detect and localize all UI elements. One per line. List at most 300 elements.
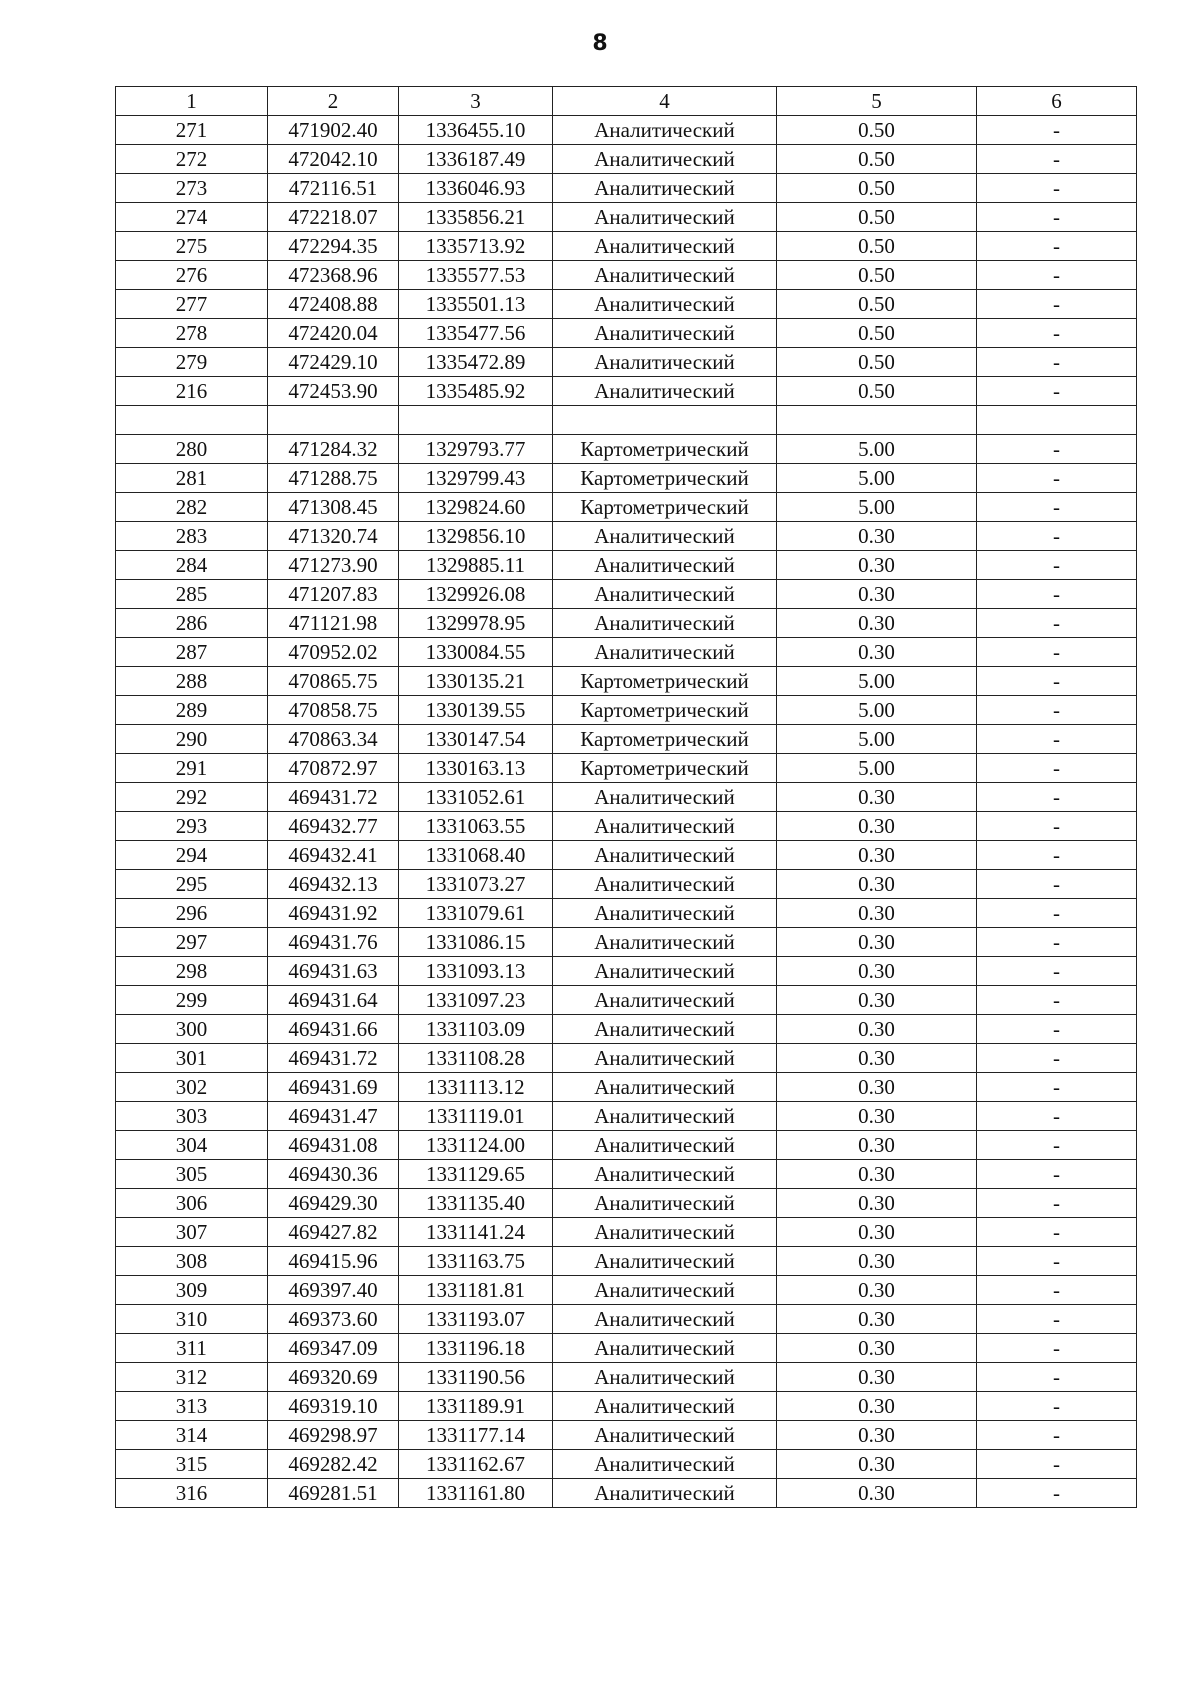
y-coordinate-cell: 1335472.89 bbox=[399, 348, 553, 377]
method-cell: Аналитический bbox=[553, 928, 777, 957]
y-coordinate-cell: 1336455.10 bbox=[399, 116, 553, 145]
table-row bbox=[116, 1218, 1137, 1247]
note-cell: - bbox=[977, 841, 1137, 870]
y-coordinate-cell: 1330084.55 bbox=[399, 638, 553, 667]
table-row bbox=[116, 1247, 1137, 1276]
x-coordinate-cell: 469431.08 bbox=[268, 1131, 399, 1160]
point-number-cell: 286 bbox=[116, 609, 268, 638]
accuracy-cell: 5.00 bbox=[777, 435, 977, 464]
accuracy-cell: 0.30 bbox=[777, 580, 977, 609]
y-coordinate-cell: 1329885.11 bbox=[399, 551, 553, 580]
point-number-cell: 282 bbox=[116, 493, 268, 522]
point-number-cell: 299 bbox=[116, 986, 268, 1015]
x-coordinate-cell: 470865.75 bbox=[268, 667, 399, 696]
x-coordinate-cell: 469431.76 bbox=[268, 928, 399, 957]
x-coordinate-cell: 469415.96 bbox=[268, 1247, 399, 1276]
x-coordinate-cell: 469431.66 bbox=[268, 1015, 399, 1044]
note-cell: - bbox=[977, 348, 1137, 377]
point-number-cell: 290 bbox=[116, 725, 268, 754]
note-cell: - bbox=[977, 580, 1137, 609]
note-cell: - bbox=[977, 435, 1137, 464]
note-cell: - bbox=[977, 870, 1137, 899]
accuracy-cell: 0.30 bbox=[777, 1073, 977, 1102]
accuracy-cell: 0.30 bbox=[777, 870, 977, 899]
y-coordinate-cell bbox=[399, 406, 553, 435]
note-cell: - bbox=[977, 696, 1137, 725]
note-cell: - bbox=[977, 812, 1137, 841]
y-coordinate-cell: 1331129.65 bbox=[399, 1160, 553, 1189]
method-cell: Аналитический bbox=[553, 377, 777, 406]
table-row bbox=[116, 928, 1137, 957]
y-coordinate-cell: 1329799.43 bbox=[399, 464, 553, 493]
y-coordinate-cell: 1331181.81 bbox=[399, 1276, 553, 1305]
y-coordinate-cell: 1335713.92 bbox=[399, 232, 553, 261]
x-coordinate-cell: 469373.60 bbox=[268, 1305, 399, 1334]
table-row bbox=[116, 348, 1137, 377]
y-coordinate-cell: 1331119.01 bbox=[399, 1102, 553, 1131]
point-number-cell: 285 bbox=[116, 580, 268, 609]
method-cell: Аналитический bbox=[553, 812, 777, 841]
table-row bbox=[116, 1160, 1137, 1189]
y-coordinate-cell: 1331052.61 bbox=[399, 783, 553, 812]
method-cell: Аналитический bbox=[553, 1160, 777, 1189]
accuracy-cell: 0.30 bbox=[777, 1189, 977, 1218]
table-row bbox=[116, 1479, 1137, 1508]
x-coordinate-cell: 469432.77 bbox=[268, 812, 399, 841]
table-row bbox=[116, 1102, 1137, 1131]
point-number-cell: 280 bbox=[116, 435, 268, 464]
method-cell: Аналитический bbox=[553, 1334, 777, 1363]
x-coordinate-cell: 472408.88 bbox=[268, 290, 399, 319]
point-number-cell: 276 bbox=[116, 261, 268, 290]
table-row bbox=[116, 696, 1137, 725]
point-number-cell: 316 bbox=[116, 1479, 268, 1508]
y-coordinate-cell: 1329926.08 bbox=[399, 580, 553, 609]
x-coordinate-cell: 469347.09 bbox=[268, 1334, 399, 1363]
method-cell: Аналитический bbox=[553, 290, 777, 319]
point-number-cell: 308 bbox=[116, 1247, 268, 1276]
table-row bbox=[116, 725, 1137, 754]
method-cell: Аналитический bbox=[553, 116, 777, 145]
x-coordinate-cell: 469282.42 bbox=[268, 1450, 399, 1479]
point-number-cell: 311 bbox=[116, 1334, 268, 1363]
x-coordinate-cell: 470952.02 bbox=[268, 638, 399, 667]
method-cell: Аналитический bbox=[553, 1102, 777, 1131]
note-cell: - bbox=[977, 1044, 1137, 1073]
column-header-3: 3 bbox=[399, 87, 553, 116]
point-number-cell: 272 bbox=[116, 145, 268, 174]
point-number-cell: 305 bbox=[116, 1160, 268, 1189]
method-cell: Аналитический bbox=[553, 1189, 777, 1218]
method-cell: Аналитический bbox=[553, 174, 777, 203]
accuracy-cell: 0.30 bbox=[777, 551, 977, 580]
note-cell: - bbox=[977, 1305, 1137, 1334]
x-coordinate-cell: 469430.36 bbox=[268, 1160, 399, 1189]
x-coordinate-cell: 469397.40 bbox=[268, 1276, 399, 1305]
note-cell: - bbox=[977, 145, 1137, 174]
accuracy-cell: 0.50 bbox=[777, 174, 977, 203]
x-coordinate-cell: 470872.97 bbox=[268, 754, 399, 783]
column-header-5: 5 bbox=[777, 87, 977, 116]
x-coordinate-cell: 469427.82 bbox=[268, 1218, 399, 1247]
note-cell: - bbox=[977, 493, 1137, 522]
point-number-cell: 307 bbox=[116, 1218, 268, 1247]
accuracy-cell: 0.50 bbox=[777, 319, 977, 348]
point-number-cell: 278 bbox=[116, 319, 268, 348]
note-cell: - bbox=[977, 522, 1137, 551]
point-number-cell: 277 bbox=[116, 290, 268, 319]
method-cell: Аналитический bbox=[553, 232, 777, 261]
method-cell: Аналитический bbox=[553, 261, 777, 290]
accuracy-cell: 0.30 bbox=[777, 783, 977, 812]
x-coordinate-cell: 469431.72 bbox=[268, 783, 399, 812]
table-row bbox=[116, 1276, 1137, 1305]
x-coordinate-cell: 469298.97 bbox=[268, 1421, 399, 1450]
table-row bbox=[116, 116, 1137, 145]
y-coordinate-cell: 1331189.91 bbox=[399, 1392, 553, 1421]
accuracy-cell: 0.30 bbox=[777, 1479, 977, 1508]
table-row bbox=[116, 464, 1137, 493]
x-coordinate-cell: 471308.45 bbox=[268, 493, 399, 522]
point-number-cell: 302 bbox=[116, 1073, 268, 1102]
note-cell: - bbox=[977, 1479, 1137, 1508]
method-cell: Аналитический bbox=[553, 1276, 777, 1305]
method-cell: Аналитический bbox=[553, 1450, 777, 1479]
accuracy-cell: 0.50 bbox=[777, 203, 977, 232]
method-cell: Аналитический bbox=[553, 1421, 777, 1450]
method-cell: Аналитический bbox=[553, 348, 777, 377]
accuracy-cell: 0.30 bbox=[777, 1160, 977, 1189]
note-cell: - bbox=[977, 1073, 1137, 1102]
y-coordinate-cell: 1331063.55 bbox=[399, 812, 553, 841]
accuracy-cell: 0.30 bbox=[777, 1450, 977, 1479]
y-coordinate-cell: 1336187.49 bbox=[399, 145, 553, 174]
point-number-cell: 279 bbox=[116, 348, 268, 377]
x-coordinate-cell: 471902.40 bbox=[268, 116, 399, 145]
point-number-cell: 271 bbox=[116, 116, 268, 145]
method-cell: Аналитический bbox=[553, 551, 777, 580]
table-row bbox=[116, 1392, 1137, 1421]
accuracy-cell bbox=[777, 406, 977, 435]
column-header-2: 2 bbox=[268, 87, 399, 116]
method-cell: Аналитический bbox=[553, 1131, 777, 1160]
accuracy-cell: 0.50 bbox=[777, 116, 977, 145]
accuracy-cell: 5.00 bbox=[777, 464, 977, 493]
method-cell: Картометрический bbox=[553, 493, 777, 522]
table-row bbox=[116, 1450, 1137, 1479]
table-row bbox=[116, 493, 1137, 522]
accuracy-cell: 0.30 bbox=[777, 522, 977, 551]
table-row bbox=[116, 1131, 1137, 1160]
method-cell: Аналитический bbox=[553, 1015, 777, 1044]
note-cell: - bbox=[977, 1247, 1137, 1276]
y-coordinate-cell: 1331097.23 bbox=[399, 986, 553, 1015]
accuracy-cell: 0.50 bbox=[777, 348, 977, 377]
point-number-cell: 216 bbox=[116, 377, 268, 406]
note-cell: - bbox=[977, 928, 1137, 957]
coordinates-table bbox=[115, 86, 1137, 1508]
table-row bbox=[116, 841, 1137, 870]
table-row bbox=[116, 667, 1137, 696]
method-cell: Аналитический bbox=[553, 1044, 777, 1073]
table-row bbox=[116, 1044, 1137, 1073]
column-header-6: 6 bbox=[977, 87, 1137, 116]
y-coordinate-cell: 1331196.18 bbox=[399, 1334, 553, 1363]
x-coordinate-cell: 469431.63 bbox=[268, 957, 399, 986]
point-number-cell: 291 bbox=[116, 754, 268, 783]
x-coordinate-cell: 471207.83 bbox=[268, 580, 399, 609]
accuracy-cell: 0.30 bbox=[777, 1015, 977, 1044]
x-coordinate-cell: 471284.32 bbox=[268, 435, 399, 464]
note-cell: - bbox=[977, 1131, 1137, 1160]
accuracy-cell: 0.30 bbox=[777, 1276, 977, 1305]
accuracy-cell: 0.30 bbox=[777, 609, 977, 638]
y-coordinate-cell: 1330163.13 bbox=[399, 754, 553, 783]
accuracy-cell: 0.30 bbox=[777, 957, 977, 986]
y-coordinate-cell: 1330147.54 bbox=[399, 725, 553, 754]
point-number-cell: 315 bbox=[116, 1450, 268, 1479]
point-number-cell: 306 bbox=[116, 1189, 268, 1218]
point-number-cell: 304 bbox=[116, 1131, 268, 1160]
accuracy-cell: 5.00 bbox=[777, 754, 977, 783]
x-coordinate-cell bbox=[268, 406, 399, 435]
note-cell: - bbox=[977, 1189, 1137, 1218]
y-coordinate-cell: 1331190.56 bbox=[399, 1363, 553, 1392]
note-cell: - bbox=[977, 1160, 1137, 1189]
method-cell: Картометрический bbox=[553, 464, 777, 493]
method-cell bbox=[553, 406, 777, 435]
table-row bbox=[116, 232, 1137, 261]
accuracy-cell: 0.30 bbox=[777, 1247, 977, 1276]
accuracy-cell: 0.30 bbox=[777, 1305, 977, 1334]
x-coordinate-cell: 470858.75 bbox=[268, 696, 399, 725]
method-cell: Картометрический bbox=[553, 667, 777, 696]
y-coordinate-cell: 1331086.15 bbox=[399, 928, 553, 957]
y-coordinate-cell: 1331135.40 bbox=[399, 1189, 553, 1218]
accuracy-cell: 0.30 bbox=[777, 1392, 977, 1421]
accuracy-cell: 0.50 bbox=[777, 290, 977, 319]
point-number-cell: 309 bbox=[116, 1276, 268, 1305]
method-cell: Аналитический bbox=[553, 145, 777, 174]
table-row bbox=[116, 1363, 1137, 1392]
accuracy-cell: 0.30 bbox=[777, 928, 977, 957]
method-cell: Аналитический bbox=[553, 1073, 777, 1102]
x-coordinate-cell: 472453.90 bbox=[268, 377, 399, 406]
note-cell: - bbox=[977, 754, 1137, 783]
accuracy-cell: 0.30 bbox=[777, 841, 977, 870]
accuracy-cell: 0.50 bbox=[777, 377, 977, 406]
column-header-1: 1 bbox=[116, 87, 268, 116]
table-row bbox=[116, 986, 1137, 1015]
note-cell: - bbox=[977, 957, 1137, 986]
point-number-cell: 312 bbox=[116, 1363, 268, 1392]
note-cell: - bbox=[977, 116, 1137, 145]
note-cell: - bbox=[977, 319, 1137, 348]
x-coordinate-cell: 472116.51 bbox=[268, 174, 399, 203]
note-cell bbox=[977, 406, 1137, 435]
point-number-cell: 284 bbox=[116, 551, 268, 580]
table-row bbox=[116, 261, 1137, 290]
method-cell: Аналитический bbox=[553, 1247, 777, 1276]
table-row bbox=[116, 1334, 1137, 1363]
point-number-cell: 297 bbox=[116, 928, 268, 957]
note-cell: - bbox=[977, 174, 1137, 203]
table-row bbox=[116, 203, 1137, 232]
note-cell: - bbox=[977, 290, 1137, 319]
x-coordinate-cell: 469431.64 bbox=[268, 986, 399, 1015]
accuracy-cell: 0.30 bbox=[777, 1044, 977, 1073]
x-coordinate-cell: 472218.07 bbox=[268, 203, 399, 232]
accuracy-cell: 5.00 bbox=[777, 725, 977, 754]
note-cell: - bbox=[977, 1450, 1137, 1479]
table-row bbox=[116, 551, 1137, 580]
note-cell: - bbox=[977, 261, 1137, 290]
note-cell: - bbox=[977, 203, 1137, 232]
y-coordinate-cell: 1336046.93 bbox=[399, 174, 553, 203]
method-cell: Аналитический bbox=[553, 986, 777, 1015]
y-coordinate-cell: 1331113.12 bbox=[399, 1073, 553, 1102]
accuracy-cell: 5.00 bbox=[777, 696, 977, 725]
table-row bbox=[116, 522, 1137, 551]
table-row bbox=[116, 174, 1137, 203]
table-row bbox=[116, 638, 1137, 667]
table-row bbox=[116, 290, 1137, 319]
note-cell: - bbox=[977, 667, 1137, 696]
note-cell: - bbox=[977, 232, 1137, 261]
point-number-cell: 293 bbox=[116, 812, 268, 841]
method-cell: Картометрический bbox=[553, 696, 777, 725]
method-cell: Аналитический bbox=[553, 203, 777, 232]
note-cell: - bbox=[977, 1102, 1137, 1131]
table-row bbox=[116, 609, 1137, 638]
method-cell: Аналитический bbox=[553, 1479, 777, 1508]
x-coordinate-cell: 469281.51 bbox=[268, 1479, 399, 1508]
point-number-cell: 314 bbox=[116, 1421, 268, 1450]
column-header-4: 4 bbox=[553, 87, 777, 116]
point-number-cell bbox=[116, 406, 268, 435]
x-coordinate-cell: 472429.10 bbox=[268, 348, 399, 377]
note-cell: - bbox=[977, 783, 1137, 812]
table-row bbox=[116, 1073, 1137, 1102]
table-row bbox=[116, 957, 1137, 986]
table-row bbox=[116, 319, 1137, 348]
note-cell: - bbox=[977, 638, 1137, 667]
x-coordinate-cell: 469432.13 bbox=[268, 870, 399, 899]
note-cell: - bbox=[977, 1334, 1137, 1363]
x-coordinate-cell: 469431.69 bbox=[268, 1073, 399, 1102]
x-coordinate-cell: 472420.04 bbox=[268, 319, 399, 348]
note-cell: - bbox=[977, 1015, 1137, 1044]
point-number-cell: 313 bbox=[116, 1392, 268, 1421]
accuracy-cell: 0.30 bbox=[777, 1131, 977, 1160]
y-coordinate-cell: 1330139.55 bbox=[399, 696, 553, 725]
method-cell: Аналитический bbox=[553, 1305, 777, 1334]
method-cell: Аналитический bbox=[553, 319, 777, 348]
point-number-cell: 287 bbox=[116, 638, 268, 667]
table-row bbox=[116, 145, 1137, 174]
y-coordinate-cell: 1329978.95 bbox=[399, 609, 553, 638]
point-number-cell: 292 bbox=[116, 783, 268, 812]
y-coordinate-cell: 1331177.14 bbox=[399, 1421, 553, 1450]
table-row bbox=[116, 754, 1137, 783]
y-coordinate-cell: 1329856.10 bbox=[399, 522, 553, 551]
point-number-cell: 289 bbox=[116, 696, 268, 725]
x-coordinate-cell: 469319.10 bbox=[268, 1392, 399, 1421]
table-row bbox=[116, 1305, 1137, 1334]
method-cell: Аналитический bbox=[553, 580, 777, 609]
table-row bbox=[116, 812, 1137, 841]
table-row bbox=[116, 1189, 1137, 1218]
point-number-cell: 303 bbox=[116, 1102, 268, 1131]
method-cell: Аналитический bbox=[553, 1363, 777, 1392]
x-coordinate-cell: 472042.10 bbox=[268, 145, 399, 174]
point-number-cell: 288 bbox=[116, 667, 268, 696]
y-coordinate-cell: 1335485.92 bbox=[399, 377, 553, 406]
y-coordinate-cell: 1331068.40 bbox=[399, 841, 553, 870]
x-coordinate-cell: 469429.30 bbox=[268, 1189, 399, 1218]
y-coordinate-cell: 1335577.53 bbox=[399, 261, 553, 290]
x-coordinate-cell: 471320.74 bbox=[268, 522, 399, 551]
table-row bbox=[116, 435, 1137, 464]
point-number-cell: 273 bbox=[116, 174, 268, 203]
accuracy-cell: 0.30 bbox=[777, 899, 977, 928]
y-coordinate-cell: 1331161.80 bbox=[399, 1479, 553, 1508]
method-cell: Аналитический bbox=[553, 899, 777, 928]
page-number: 8 bbox=[592, 31, 608, 56]
point-number-cell: 300 bbox=[116, 1015, 268, 1044]
point-number-cell: 296 bbox=[116, 899, 268, 928]
accuracy-cell: 0.30 bbox=[777, 1363, 977, 1392]
point-number-cell: 283 bbox=[116, 522, 268, 551]
note-cell: - bbox=[977, 1276, 1137, 1305]
method-cell: Аналитический bbox=[553, 1218, 777, 1247]
point-number-cell: 310 bbox=[116, 1305, 268, 1334]
y-coordinate-cell: 1335856.21 bbox=[399, 203, 553, 232]
y-coordinate-cell: 1329824.60 bbox=[399, 493, 553, 522]
method-cell: Аналитический bbox=[553, 609, 777, 638]
method-cell: Аналитический bbox=[553, 522, 777, 551]
y-coordinate-cell: 1330135.21 bbox=[399, 667, 553, 696]
accuracy-cell: 5.00 bbox=[777, 667, 977, 696]
table-header-row bbox=[116, 87, 1137, 116]
point-number-cell: 275 bbox=[116, 232, 268, 261]
point-number-cell: 294 bbox=[116, 841, 268, 870]
table-row bbox=[116, 406, 1137, 435]
x-coordinate-cell: 472368.96 bbox=[268, 261, 399, 290]
y-coordinate-cell: 1335477.56 bbox=[399, 319, 553, 348]
y-coordinate-cell: 1329793.77 bbox=[399, 435, 553, 464]
method-cell: Картометрический bbox=[553, 725, 777, 754]
accuracy-cell: 0.50 bbox=[777, 145, 977, 174]
x-coordinate-cell: 471273.90 bbox=[268, 551, 399, 580]
point-number-cell: 295 bbox=[116, 870, 268, 899]
table-row bbox=[116, 1421, 1137, 1450]
note-cell: - bbox=[977, 899, 1137, 928]
note-cell: - bbox=[977, 609, 1137, 638]
y-coordinate-cell: 1331093.13 bbox=[399, 957, 553, 986]
x-coordinate-cell: 469431.72 bbox=[268, 1044, 399, 1073]
table-row bbox=[116, 783, 1137, 812]
table-row bbox=[116, 580, 1137, 609]
y-coordinate-cell: 1331193.07 bbox=[399, 1305, 553, 1334]
x-coordinate-cell: 471288.75 bbox=[268, 464, 399, 493]
accuracy-cell: 0.30 bbox=[777, 638, 977, 667]
note-cell: - bbox=[977, 1392, 1137, 1421]
x-coordinate-cell: 469431.92 bbox=[268, 899, 399, 928]
x-coordinate-cell: 470863.34 bbox=[268, 725, 399, 754]
note-cell: - bbox=[977, 377, 1137, 406]
method-cell: Аналитический bbox=[553, 638, 777, 667]
